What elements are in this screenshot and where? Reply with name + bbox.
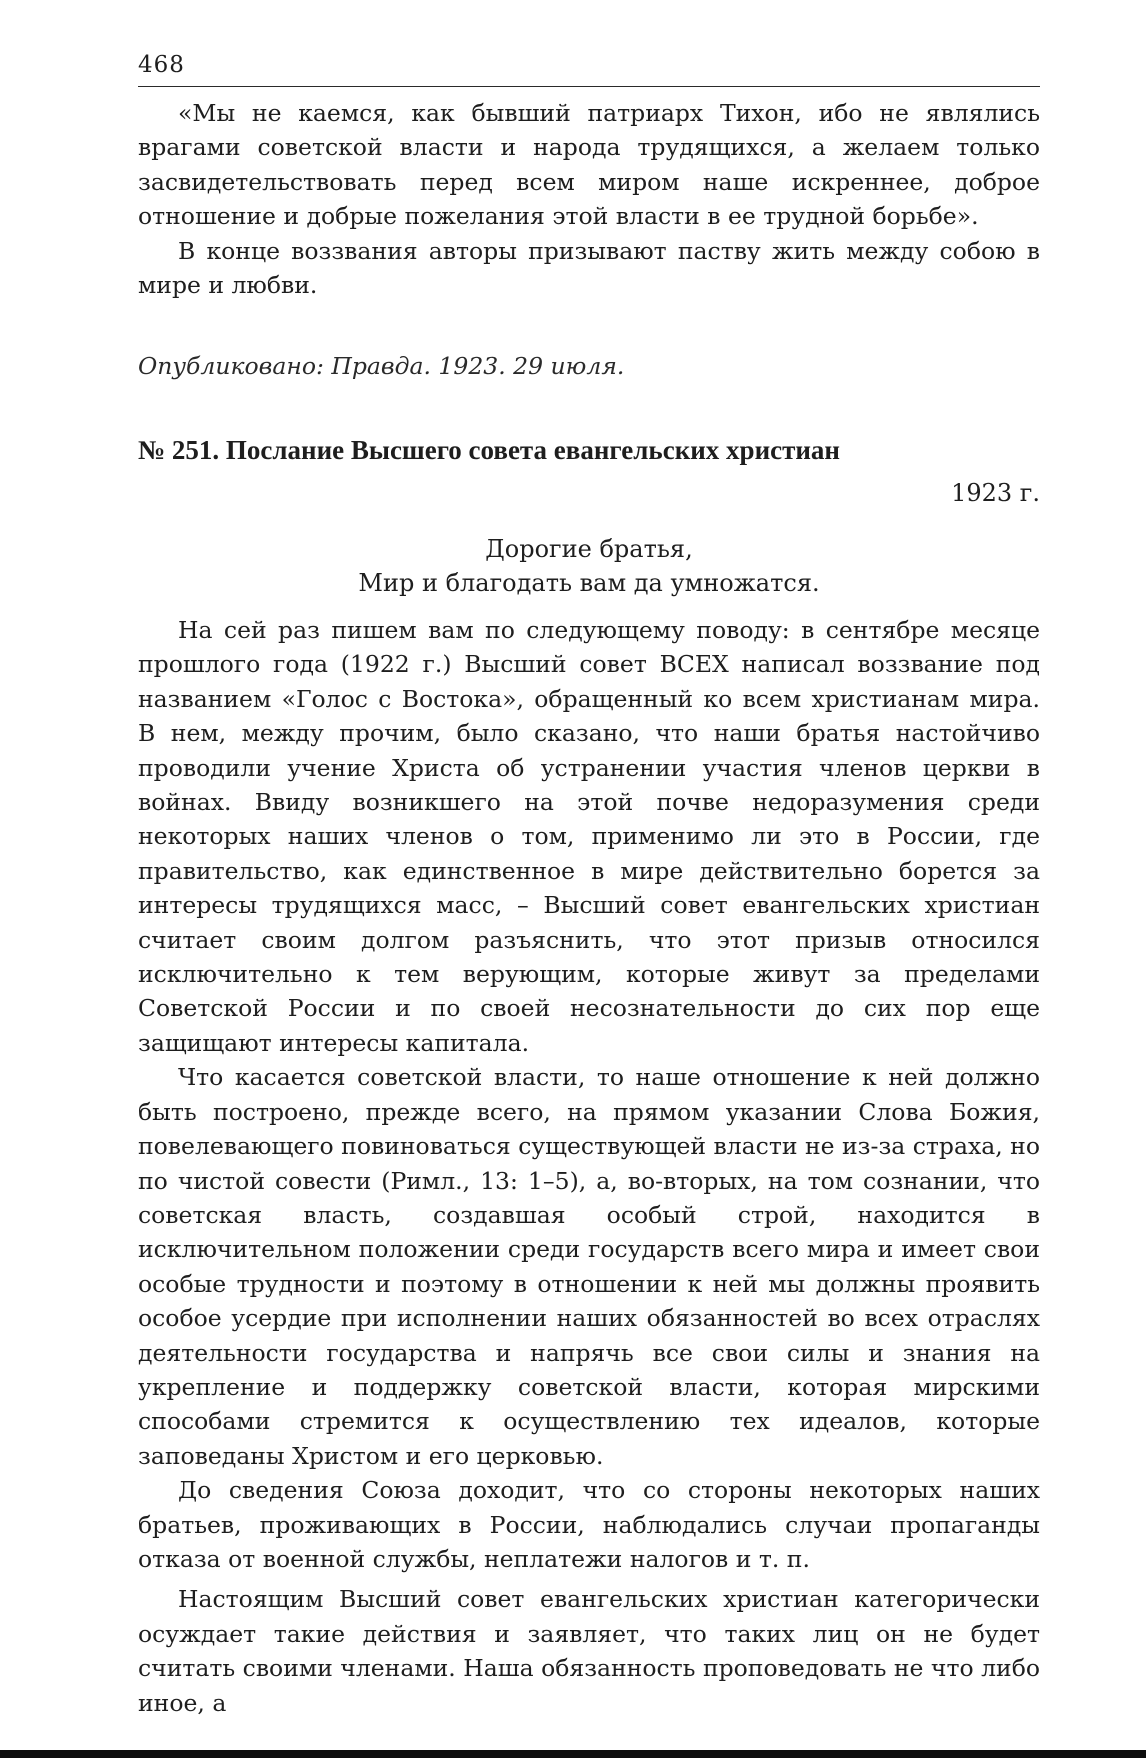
header-rule (138, 86, 1040, 87)
document-body (138, 613, 1040, 1720)
body-paragraph: До сведения Союза доходит, что со стороны некоторых наших братьев, проживающих в России, наблюдались случаи пропаганды отказа от военной службы, неплатежи налогов и т. п. (138, 1476, 1040, 1573)
document-title: № 251. Послание Высшего совета евангельских христиан (138, 435, 840, 465)
document-date: 1923 г. (951, 479, 1040, 507)
page-number: 468 (138, 52, 185, 78)
body-paragraph: Что касается советской власти, то наше отношение к ней должно быть построено, прежде всего, на прямом указании Слова Божия, повелевающего повиноваться существующей власти не из-за страха, но по чистой совести (Римл., 13: 1–5), а, во-вторых, на том сознании, что советская власть, создавшая особый строй, находится в исключительном положении среди государств всего мира и имеет свои особые трудности и поэтому в отношении к ней мы должны проявить особое усердие при исполнении наших обязанностей во всех отраслях деятельности государства и напрячь все свои силы и знания на укрепление и поддержку советской власти, которая мирскими способами стремится к осуществлению тех идеалов, которые заповеданы Христом и его церковью. (138, 1063, 1040, 1470)
intro-paragraph: «Мы не каемся, как бывший патриарх Тихон, ибо не являлись врагами советской власти и народа трудящихся, а желаем только засвидетельствовать перед всем миром наше искреннее, доброе отношение и добрые пожелания этой власти в ее трудной борьбе». (138, 99, 1040, 231)
greeting-line: Мир и благодать вам да умножатся. (358, 569, 820, 597)
scan-bottom-edge (0, 1750, 1146, 1758)
body-paragraph: На сей раз пишем вам по следующему поводу: в сентябре месяце прошлого года (1922 г.) Высший совет ВСЕХ написал воззвание под названием «Голос с Востока», обращенный ко всем христианам мира. В нем, между прочим, было сказано, что наши братья настойчиво проводили учение Христа об устранении участия членов церкви в войнах. Ввиду возникшего на этой почве недоразумения среди некоторых наших членов о том, применимо ли это в России, где правительство, как единственное в мире действительно борется за интересы трудящихся масс, – Высший совет евангельских христиан считает своим долгом разъяснить, что этот призыв относился исключительно к тем верующим, которые живут за пределами Советской России и по своей несознательности до сих пор еще защищают интересы капитала. (138, 616, 1040, 1057)
greeting-line: Дорогие братья, (485, 535, 693, 563)
intro-paragraph: В конце воззвания авторы призывают паству жить между собою в мире и любви. (138, 236, 1040, 300)
intro-text (138, 96, 1040, 302)
body-paragraph: Настоящим Высший совет евангельских христиан категорически осуждает такие действия и заявляет, что таких лиц он не будет считать своими членами. Наша обязанность проповедовать не что либо иное, а (138, 1585, 1040, 1717)
publication-source: Опубликовано: Правда. 1923. 29 июля. (138, 352, 625, 380)
book-page (138, 0, 1040, 1758)
